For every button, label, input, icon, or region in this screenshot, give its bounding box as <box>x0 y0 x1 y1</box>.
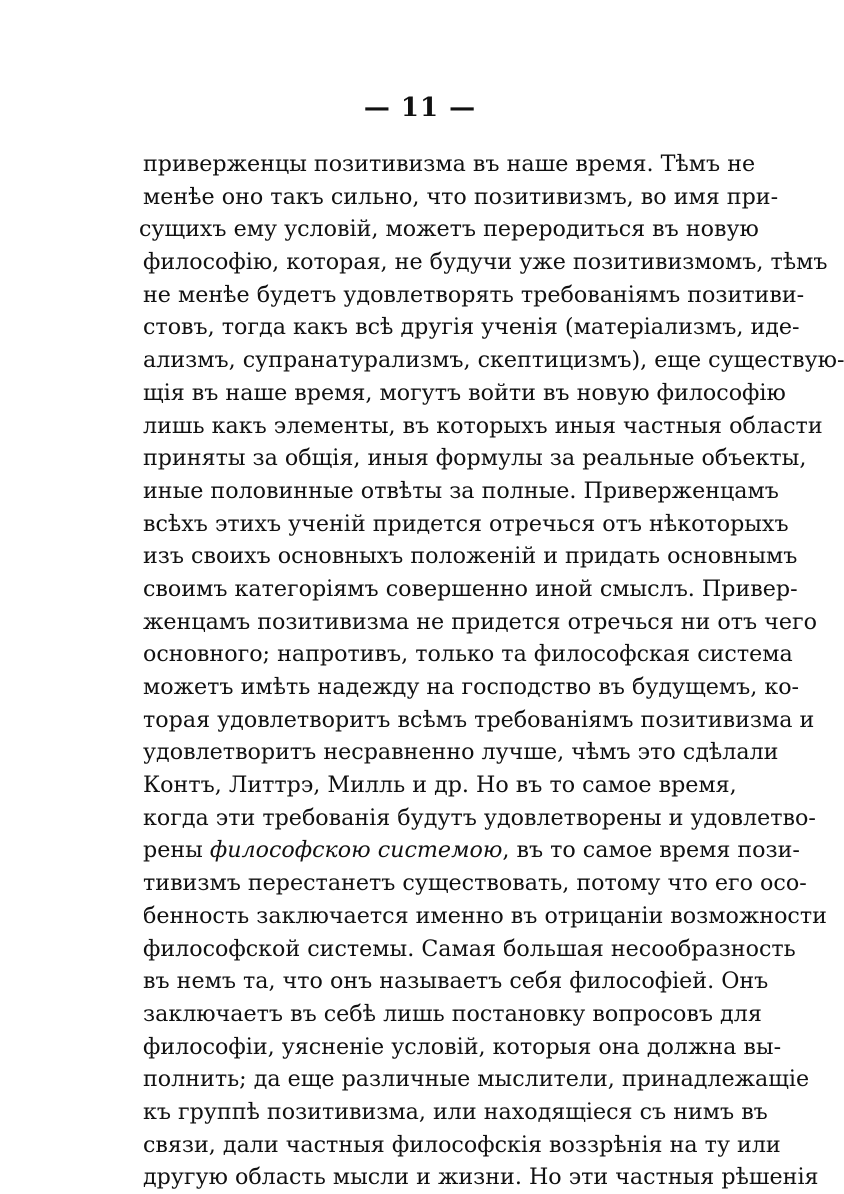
text-line: всѣхъ этихъ ученій придется отречься отъ нѣкоторыхъ <box>143 510 789 537</box>
text-line: бенность заключается именно въ отрицаніи возможности <box>143 902 827 929</box>
text-line: менѣе оно такъ сильно, что позитивизмъ, во имя при- <box>143 183 779 210</box>
text-line: лишь какъ элементы, въ которыхъ иныя частныя области <box>143 412 823 439</box>
text-line: щія въ наше время, могутъ войти въ новую философію <box>143 379 786 406</box>
text-line: ализмъ, супранатурализмъ, скептицизмъ), еще существую- <box>143 347 844 374</box>
italic-phrase: философскою системою <box>209 837 503 864</box>
text-line: къ группѣ позитивизма, или находящіеся съ нимъ въ <box>143 1098 768 1125</box>
text-line: приверженцы позитивизма въ наше время. Тѣмъ не <box>143 151 756 177</box>
text-line: въ немъ та, что онъ называетъ себя философіей. Онъ <box>143 968 769 995</box>
text-line: приняты за общія, иныя формулы за реальные объекты, <box>143 445 807 472</box>
text-line: полнить; да еще различные мыслители, принадлежащіе <box>143 1066 810 1093</box>
text-line: философіи, уясненіе условій, которыя она должна вы- <box>143 1033 782 1060</box>
text-line: философской системы. Самая большая несообразность <box>143 935 796 962</box>
text-line: философію, которая, не будучи уже позитивизмомъ, тѣмъ <box>143 249 828 276</box>
text-line-with-italic <box>143 834 800 867</box>
text-line: иные половинные отвѣты за полные. Приверженцамъ <box>143 477 779 504</box>
text-line: другую область мысли и жизни. Но эти частныя рѣшенія <box>143 1164 819 1191</box>
text-line: своимъ категоріямъ совершенно иной смыслъ. Привер- <box>143 575 798 602</box>
text-line: тивизмъ перестанетъ существовать, потому что его осо- <box>143 870 807 897</box>
text-line: сущихъ ему условій, можетъ переродиться въ новую <box>139 216 759 243</box>
text-fragment: , въ то самое время пози- <box>502 837 800 864</box>
text-line: стовъ, тогда какъ всѣ другія ученія (матеріализмъ, иде- <box>143 314 800 341</box>
body-text <box>139 148 844 1194</box>
text-line: Контъ, Литтрэ, Милль и др. Но въ то самое время, <box>143 772 737 799</box>
page-number: — 11 — <box>363 93 477 123</box>
text-line: изъ своихъ основныхъ положеній и придать основнымъ <box>143 543 798 570</box>
text-line: женцамъ позитивизма не придется отречься ни отъ чего <box>143 608 817 635</box>
text-line: не менѣе будетъ удовлетворять требованіямъ позитиви- <box>143 281 805 308</box>
text-line: можетъ имѣть надежду на господство въ будущемъ, ко- <box>143 674 800 700</box>
text-line: заключаетъ въ себѣ лишь постановку вопросовъ для <box>143 1000 762 1027</box>
text-line: удовлетворитъ несравненно лучше, чѣмъ это сдѣлали <box>143 739 779 766</box>
text-line: когда эти требованія будутъ удовлетворены и удовлетво- <box>143 804 816 831</box>
text-line: торая удовлетворитъ всѣмъ требованіямъ позитивизма и <box>143 706 815 733</box>
text-fragment: рены <box>143 837 203 864</box>
text-line: связи, дали частныя философскія воззрѣнія на ту или <box>143 1131 781 1158</box>
text-line: основного; напротивъ, только та философская система <box>143 641 793 668</box>
